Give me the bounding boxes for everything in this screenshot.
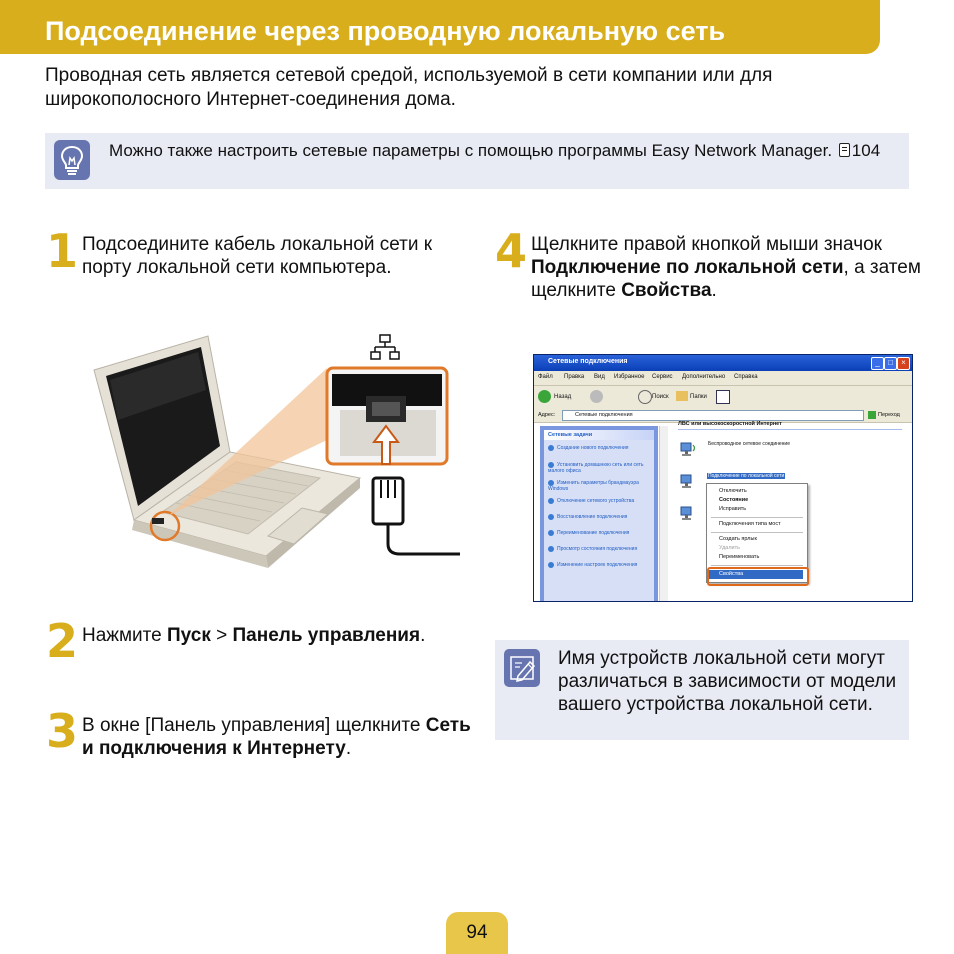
- window-menubar: [534, 371, 912, 386]
- task-label: Отключение сетевого устройства: [557, 498, 635, 504]
- menu-advanced[interactable]: Дополнительно: [682, 374, 726, 380]
- tip-text-body: Можно также настроить сетевые параметры с помощью программы Easy Network Manager.: [109, 141, 833, 160]
- task-label: Изменить параметры брандмауэра Windows: [548, 480, 639, 492]
- ctx-create-shortcut[interactable]: Создать ярлык: [719, 536, 757, 542]
- ctx-rename[interactable]: Переименовать: [719, 554, 760, 560]
- step-4-bold-2: Свойства: [621, 280, 712, 301]
- wireless-connection-icon[interactable]: [680, 441, 698, 457]
- go-button[interactable]: Переход: [878, 412, 900, 418]
- group-divider: [678, 429, 902, 430]
- step-3-number: 3: [46, 704, 79, 758]
- step-1-text: Подсоедините кабель локальной сети к порту локальной сети компьютера.: [82, 234, 433, 278]
- search-icon[interactable]: [638, 390, 652, 404]
- menu-favorites[interactable]: Избранное: [614, 374, 645, 380]
- address-value: Сетевые подключения: [575, 412, 633, 418]
- ctx-status[interactable]: Состояние: [719, 497, 749, 503]
- step-3-suffix: .: [345, 738, 352, 759]
- step-4-bold-1: Подключение по локальной сети: [531, 257, 844, 278]
- step-4-number: 4: [495, 224, 528, 278]
- page-number: 94: [466, 922, 488, 943]
- step-3-bold-1: Сеть и подключения к Интернету: [82, 715, 471, 759]
- back-button[interactable]: Назад: [554, 394, 572, 400]
- note-text: Имя устройств локальной сети могут различаться в зависимости от модели вашего устройства локальной сети.: [558, 648, 897, 715]
- tasks-panel: [544, 430, 654, 601]
- step-3-prefix: В окне [Панель управления] щелкните: [82, 715, 426, 736]
- ctx-disable[interactable]: Отключить: [719, 488, 747, 494]
- step-2-text: [82, 624, 442, 647]
- window-title: Сетевые подключения: [548, 358, 628, 365]
- ctx-bridge[interactable]: Подключения типа мост: [719, 521, 781, 527]
- menu-view[interactable]: Вид: [594, 374, 605, 380]
- task-item[interactable]: [548, 462, 652, 474]
- step-2-bold-2: Панель управления: [232, 625, 421, 646]
- tasks-header-label: Сетевые задачи: [548, 432, 593, 438]
- task-item[interactable]: [548, 498, 652, 504]
- task-label: Создание нового подключения: [557, 445, 629, 451]
- folders-icon[interactable]: [676, 391, 688, 401]
- folders-button[interactable]: Папки: [690, 394, 707, 400]
- task-item[interactable]: [548, 546, 652, 552]
- tip-box: [45, 133, 909, 189]
- menu-help[interactable]: Справка: [734, 374, 758, 380]
- network-port-icon: [370, 334, 400, 362]
- tip-text: [109, 140, 889, 162]
- task-label: Восстановление подключения: [557, 514, 628, 520]
- maximize-icon[interactable]: □: [884, 357, 897, 370]
- ctx-separator: [711, 532, 803, 533]
- search-button[interactable]: Поиск: [652, 394, 669, 400]
- task-item[interactable]: [548, 562, 652, 568]
- lightbulb-icon: [54, 140, 90, 180]
- address-input[interactable]: [562, 410, 864, 421]
- step-4-prefix: Щелкните правой кнопкой мыши значок: [531, 234, 882, 255]
- network-device-icon[interactable]: [680, 505, 698, 521]
- task-item[interactable]: [548, 514, 652, 520]
- tasks-header[interactable]: [544, 430, 654, 440]
- task-item[interactable]: [548, 530, 652, 536]
- ctx-properties[interactable]: Свойства: [719, 571, 744, 577]
- network-connections-window: [533, 354, 913, 602]
- step-3-text: [82, 714, 472, 760]
- address-label: Адрес:: [538, 412, 556, 418]
- note-box: [495, 640, 909, 740]
- step-2-middle: >: [210, 625, 233, 646]
- lan-connection-icon[interactable]: [680, 473, 698, 489]
- menu-tools[interactable]: Сервис: [652, 374, 673, 380]
- page-number-tab: [446, 912, 508, 954]
- minimize-icon[interactable]: _: [871, 357, 884, 370]
- close-icon[interactable]: ×: [897, 357, 910, 370]
- page-title: Подсоединение через проводную локальную сеть: [45, 16, 726, 46]
- step-2-suffix: .: [420, 625, 426, 646]
- ctx-delete: Удалить: [719, 545, 740, 551]
- task-item[interactable]: [548, 480, 652, 492]
- lan-connection-label[interactable]: Подключение по локальной сети: [708, 473, 785, 479]
- menu-edit[interactable]: Правка: [564, 374, 585, 380]
- pencil-note-icon: [504, 649, 540, 687]
- window-toolbar: [534, 386, 912, 409]
- step-2-prefix: Нажмите: [82, 625, 168, 646]
- tip-page-ref: 104: [851, 141, 881, 160]
- menu-file[interactable]: Файл: [538, 374, 553, 380]
- task-item[interactable]: [548, 445, 652, 451]
- go-icon[interactable]: [868, 411, 876, 419]
- scrollbar[interactable]: [659, 426, 668, 601]
- step-4-suffix: .: [711, 280, 717, 301]
- page-reference-icon: [839, 143, 850, 157]
- wireless-connection-label[interactable]: Беспроводное сетевое соединение: [708, 441, 791, 447]
- properties-highlight-outline: [707, 567, 809, 586]
- window-titlebar: [534, 355, 912, 371]
- laptop-illustration: [88, 330, 463, 570]
- intro-paragraph: Проводная сеть является сетевой средой, используемой в сети компании или для широкополосного Интернет-соединения дома.: [45, 65, 773, 110]
- step-4-middle: , а затем щелкните: [531, 257, 921, 301]
- views-icon[interactable]: [716, 390, 730, 404]
- tasks-pane: [540, 426, 658, 601]
- step-4-text: [531, 233, 921, 302]
- group-header: ЛВС или высокоскоростной Интернет: [678, 421, 782, 427]
- ctx-repair[interactable]: Исправить: [719, 506, 747, 512]
- back-icon[interactable]: [538, 390, 551, 403]
- ctx-separator: [711, 517, 803, 518]
- step-2-number: 2: [46, 614, 79, 668]
- step-1-number: 1: [46, 224, 79, 278]
- ctx-separator: [711, 565, 803, 566]
- task-label: Переименование подключения: [557, 530, 630, 536]
- step-2-bold-1: Пуск: [167, 625, 211, 646]
- task-label: Просмотр состояния подключения: [557, 546, 638, 552]
- task-label: Изменение настроек подключения: [557, 562, 638, 568]
- task-label: Установить домашнюю сеть или сеть малого офиса: [548, 462, 644, 474]
- forward-icon[interactable]: [590, 390, 603, 403]
